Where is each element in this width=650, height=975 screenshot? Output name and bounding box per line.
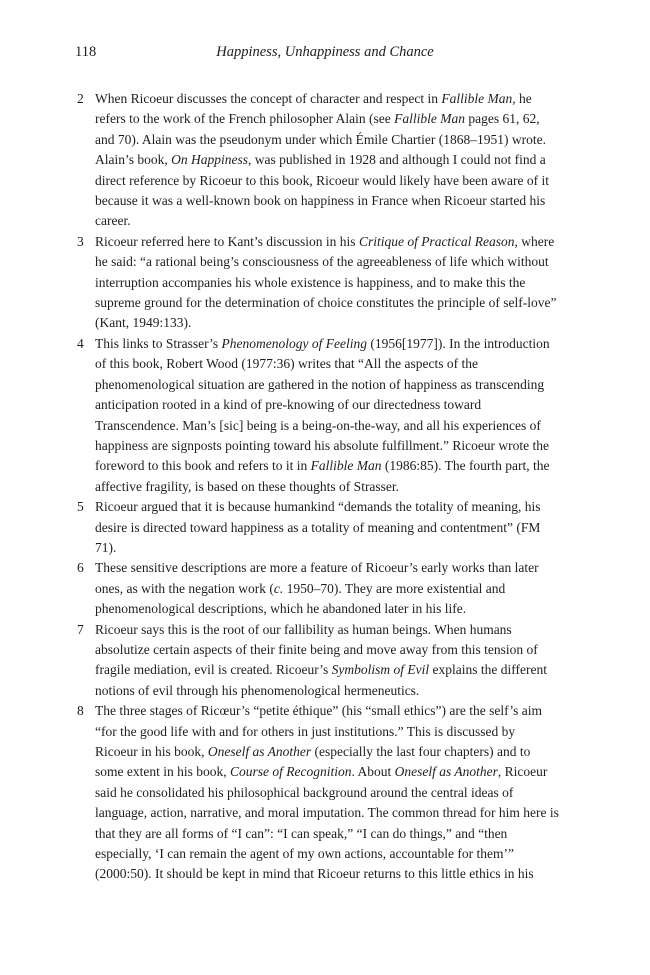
- endnote-number: 2: [77, 91, 84, 106]
- endnote-text: [95, 334, 561, 497]
- endnote-text-run: pages 61, 62, and 70). Alain was the pseudonym under which Émile Chartier (1868–1951) wrote. Alain’s book,: [95, 111, 547, 168]
- endnote-text-run: When Ricoeur discusses the concept of character and respect in: [95, 91, 442, 106]
- endnote-text-run: (especially the last four chapters) and to some extent in his book,: [95, 744, 531, 780]
- endnote-text-run: (1986:85). The fourth part, the affective fragility, is based on these thoughts of Strasser.: [95, 458, 550, 494]
- endnote-text-run: The three stages of Ricœur’s “petite éthique” (his “small ethics”) are the self’s aim “for the good life with and for others in just institutions.” This is discussed by Ricoeur in his book,: [95, 703, 542, 759]
- endnote-number: 4: [77, 335, 84, 351]
- endnote-italic-title: Symbolism of Evil: [331, 662, 430, 678]
- endnote-italic-title: Fallible Man: [394, 111, 466, 127]
- endnote-text-run: , was published in 1928 and although I could not find a direct reference by Ricoeur to this book, Ricoeur would likely have been aware of it because it was a well-known book on happiness in France when Ricoeur started his career.: [95, 152, 549, 229]
- endnote-number: 7: [77, 621, 84, 637]
- endnote-italic-title: Phenomenology of Feeling: [221, 335, 367, 351]
- endnote-italic-title: c.: [273, 580, 284, 596]
- endnote-text: [95, 558, 561, 619]
- endnote-item: [77, 89, 561, 232]
- endnote-text: [95, 701, 561, 885]
- endnote-text-run: Ricoeur referred here to Kant’s discussion in his: [95, 233, 359, 249]
- endnote-text-run: Ricoeur says this is the root of our fallibility as human beings. When humans absolutize certain aspects of their finite being and move away from this tension of fragile mediation, evil is created. Ricoeur’s: [95, 621, 538, 678]
- endnote-text-run: , he refers to the work of the French philosopher Alain (see: [95, 91, 532, 127]
- endnote-number: 8: [77, 703, 84, 719]
- endnote-italic-title: Oneself as Another: [207, 744, 312, 759]
- endnote-text-run: (1956[1977]). In the introduction of this book, Robert Wood (1977:36) writes that “All the aspects of the phenomenological situation are gathered in the notion of happiness as transcending anticipation rooted in a kind of pre-knowing of our directedness toward Transcendence. Man’s [sic] being is a being-on-the-way, and all his experiences of happiness are signposts pointing toward his absolute fulfillment.” Ricoeur wrote the foreword to this book and refers to it in: [95, 335, 550, 474]
- endnote-italic-title: Oneself as Another: [394, 764, 498, 780]
- running-head: [0, 44, 650, 66]
- endnote-item: [77, 558, 561, 619]
- endnote-text: [95, 89, 561, 232]
- endnote-italic-title: Critique of Practical Reason: [358, 233, 515, 249]
- endnote-italic-title: Fallible Man: [310, 458, 382, 474]
- endnote-italic-title: Fallible Man: [441, 91, 513, 106]
- endnote-text-run: This links to Strasser’s: [95, 335, 222, 351]
- endnote-text: [95, 232, 561, 334]
- endnote-italic-title: Course of Recognition: [230, 764, 352, 780]
- endnote-item: [77, 334, 561, 497]
- endnote-text-run: . About: [351, 764, 395, 780]
- running-title: Happiness, Unhappiness and Chance: [216, 44, 434, 60]
- endnote-number: 3: [77, 233, 84, 249]
- page-number: 118: [75, 44, 97, 60]
- endnote-text-run: , where he said: “a rational being’s consciousness of the agreeableness of life which without interruption accompanies his whole existence is happiness, and to make this the supreme ground for the determination of choice constitutes the principle of self-love” (Kant, 1949:133).: [95, 233, 557, 331]
- endnote-text-run: , Ricoeur said he consolidated his philosophical background around the central ideas of language, action, narrative, and moral imputation. The common thread for him here is that they are all forms of “I can”: “I can speak,” “I can do things,” and “then especially, ‘I can remain the agent of my own actions, accountable for them’” (2000:50). It should be kept in mind that Ricoeur returns to this little ethics in his: [95, 764, 559, 882]
- endnote-text: [95, 497, 561, 558]
- endnote-item: [77, 232, 561, 334]
- endnote-item: [77, 620, 561, 702]
- endnote-text: [95, 620, 561, 702]
- endnote-text-run: 1950–70). They are more existential and phenomenological descriptions, which he abandoned later in his life.: [95, 580, 506, 617]
- endnote-number: 5: [77, 499, 84, 515]
- endnote-text-run: Ricoeur argued that it is because humankind “demands the totality of meaning, his desire is directed toward happiness as a totality of meaning and contentment” (FM 71).: [95, 499, 541, 555]
- endnote-text-run: explains the different notions of evil through his phenomenological hermeneutics.: [95, 662, 548, 698]
- endnote-number: 6: [77, 560, 84, 576]
- endnote-text-run: These sensitive descriptions are more a feature of Ricoeur’s early works than later ones, as with the negation work (: [95, 560, 539, 596]
- endnote-item: [77, 701, 561, 885]
- endnote-item: [77, 497, 561, 558]
- endnote-italic-title: On Happiness: [171, 152, 248, 168]
- endnotes-list: [77, 89, 561, 885]
